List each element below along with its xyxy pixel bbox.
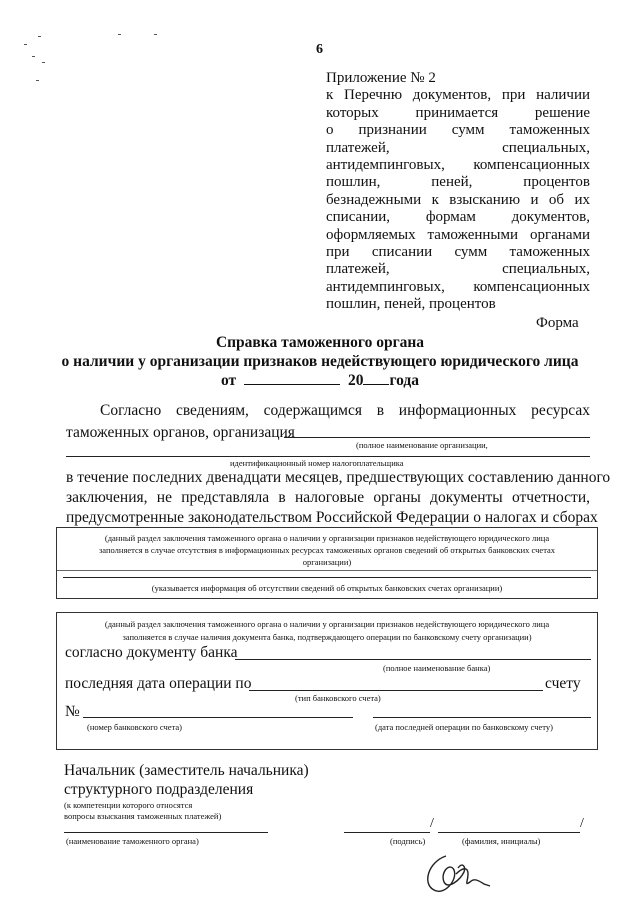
customs-name-hint: (наименование таможенного органа): [66, 836, 199, 846]
last-op-date-field[interactable]: [373, 717, 591, 718]
number-sign: №: [65, 703, 80, 720]
bank-doc-label: согласно документу банка: [65, 644, 238, 661]
bank-name-hint: (полное наименование банка): [383, 663, 491, 673]
appendix-line: при списании сумм таможенных: [326, 243, 590, 260]
appendix-line: безнадежными к взысканию и об их: [326, 191, 590, 208]
appendix-line: пошлин, пеней, процентов: [326, 296, 496, 313]
full-name-hint: (фамилия, инициалы): [462, 836, 541, 846]
page-number: 6: [316, 42, 323, 57]
appendix-line: Приложение № 2: [326, 70, 436, 86]
body-line: Согласно сведениям, содержащимся в информационных ресурсах: [100, 402, 590, 419]
signature-hint: (подпись): [390, 836, 426, 846]
account-word: счету: [545, 675, 581, 692]
divider: [57, 570, 597, 571]
appendix-line: оформляемых таможенными органами: [326, 226, 590, 243]
account-type-hint: (тип банковского счета): [295, 693, 381, 703]
bank-name-field[interactable]: [235, 659, 591, 660]
account-type-field[interactable]: [249, 690, 543, 691]
section-no-accounts: [56, 527, 598, 599]
date-field[interactable]: [244, 372, 340, 385]
body-line: заключения, не представляла в налоговые органы документы отчетности,: [66, 489, 590, 506]
full-name-field[interactable]: [438, 832, 580, 833]
no-accounts-info-field[interactable]: [63, 577, 591, 578]
body-line: таможенных органов, организация: [66, 424, 295, 441]
appendix-line: платежей, специальных,: [326, 139, 590, 156]
document-subtitle: о наличии у организации признаков недействующего юридического лица: [61, 353, 579, 370]
section-bank-document: [56, 612, 598, 750]
appendix-line: антидемпинговых, компенсационных: [326, 278, 590, 295]
customs-name-field[interactable]: [64, 832, 268, 833]
year-suffix: года: [389, 372, 419, 389]
section-note: заполняется в случае отсутствия в информационных ресурсах таможенных органов сведений об открытых банковских счетах: [98, 545, 556, 555]
appendix-line: о признании сумм таможенных: [326, 122, 590, 139]
body-line: в течение последних двенадцати месяцев, предшествующих составлению данного: [66, 469, 611, 486]
date-line: [0, 372, 640, 390]
inn-field[interactable]: [66, 456, 590, 457]
date-from-label: от: [221, 372, 237, 389]
org-name-hint: (полное наименование организации,: [356, 440, 488, 450]
head-note: (к компетенции которого относятся: [64, 800, 193, 810]
slash: /: [580, 816, 584, 831]
last-op-label: последняя дата операции по: [65, 675, 252, 692]
org-name-field[interactable]: [284, 437, 590, 438]
section-note: заполняется в случае наличия документа банка, подтверждающего операции по банковскому счету организации): [122, 632, 532, 642]
last-op-date-hint: (дата последней операции по банковскому счету): [375, 722, 553, 732]
slash: /: [430, 816, 434, 831]
head-subtitle: структурного подразделения: [64, 781, 254, 798]
signature-field[interactable]: [344, 832, 430, 833]
section-note: организации): [302, 557, 352, 567]
appendix-line: которых принимается решение: [326, 104, 590, 121]
appendix-line: пошлин, пеней, процентов: [326, 174, 590, 191]
account-number-field[interactable]: [83, 717, 353, 718]
year-field[interactable]: [363, 372, 389, 385]
head-title: Начальник (заместитель начальника): [64, 762, 309, 779]
account-number-hint: (номер банковского счета): [87, 722, 182, 732]
section-note: (данный раздел заключения таможенного органа о наличии у организации признаков недействующего юридического лица: [104, 533, 550, 543]
no-accounts-hint: (указывается информация об отсутствии сведений об открытых банковских счетах организации): [151, 583, 503, 593]
handwritten-signature: [418, 850, 508, 900]
appendix-line: антидемпинговых, компенсационных: [326, 156, 590, 173]
body-line: предусмотренные законодательством Российской Федерации о налогах и сборах: [66, 509, 598, 526]
inn-hint: идентификационный номер налогоплательщика: [230, 458, 404, 468]
section-note: (данный раздел заключения таможенного органа о наличии у организации признаков недействующего юридического лица: [104, 619, 550, 629]
year-prefix: 20: [347, 372, 364, 389]
appendix-line: списании, формам документов,: [326, 209, 590, 226]
appendix-header: [326, 70, 590, 313]
head-note: вопросы взыскания таможенных платежей): [64, 811, 222, 821]
form-label: Форма: [536, 315, 579, 331]
document-title: Справка таможенного органа: [215, 334, 425, 351]
appendix-line: к Перечню документов, при наличии: [326, 87, 590, 104]
appendix-line: платежей, специальных,: [326, 261, 590, 278]
